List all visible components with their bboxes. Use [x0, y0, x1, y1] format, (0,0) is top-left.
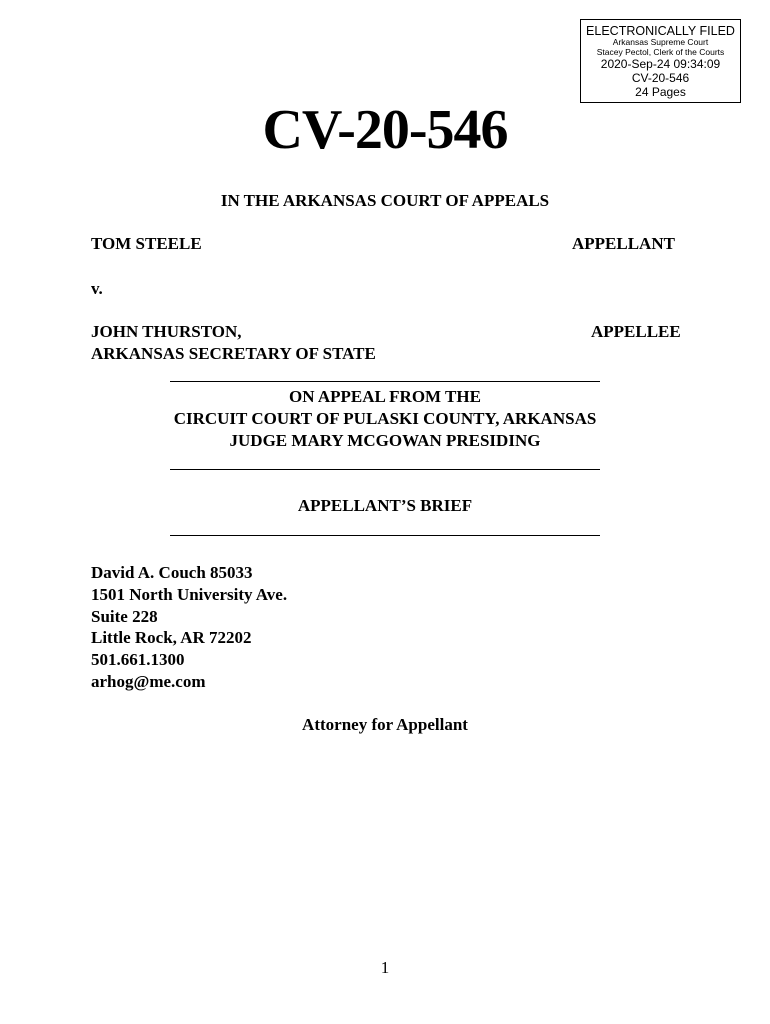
page-number: 1 [380, 958, 390, 977]
attorney-address2: Suite 228 [91, 607, 158, 626]
divider-rule [170, 469, 600, 470]
court-heading: IN THE ARKANSAS COURT OF APPEALS [220, 191, 550, 210]
stamp-court: Arkansas Supreme Court [612, 37, 709, 48]
divider-rule [170, 381, 600, 382]
attorney-city: Little Rock, AR 72202 [91, 628, 252, 647]
appeal-line1: ON APPEAL FROM THE [289, 387, 481, 406]
electronic-filing-stamp [580, 19, 741, 103]
attorney-name: David A. Couch 85033 [91, 563, 253, 582]
appellee-name-line1: JOHN THURSTON, [91, 322, 242, 341]
stamp-case: CV-20-546 [631, 70, 690, 85]
stamp-title: ELECTRONICALLY FILED [586, 24, 735, 38]
attorney-email: arhog@me.com [91, 672, 206, 691]
appellee-name-line2: ARKANSAS SECRETARY OF STATE [91, 344, 376, 363]
attorney-role: Attorney for Appellant [302, 715, 468, 734]
attorney-address1: 1501 North University Ave. [91, 585, 288, 604]
divider-rule [170, 535, 600, 536]
appeal-line3: JUDGE MARY MCGOWAN PRESIDING [229, 431, 541, 450]
stamp-clerk: Stacey Pectol, Clerk of the Courts [596, 47, 725, 58]
appeal-line2: CIRCUIT COURT OF PULASKI COUNTY, ARKANSAS [173, 409, 597, 428]
brief-title: APPELLANT’S BRIEF [297, 496, 473, 515]
stamp-datetime: 2020-Sep-24 09:34:09 [600, 56, 721, 71]
stamp-pages: 24 Pages [635, 84, 686, 99]
appellant-name: TOM STEELE [91, 234, 202, 253]
appellant-role: APPELLANT [572, 234, 675, 253]
versus: v. [91, 279, 103, 298]
case-number: CV-20-546 [262, 99, 508, 161]
attorney-phone: 501.661.1300 [91, 650, 185, 669]
appellee-role: APPELLEE [591, 322, 681, 341]
